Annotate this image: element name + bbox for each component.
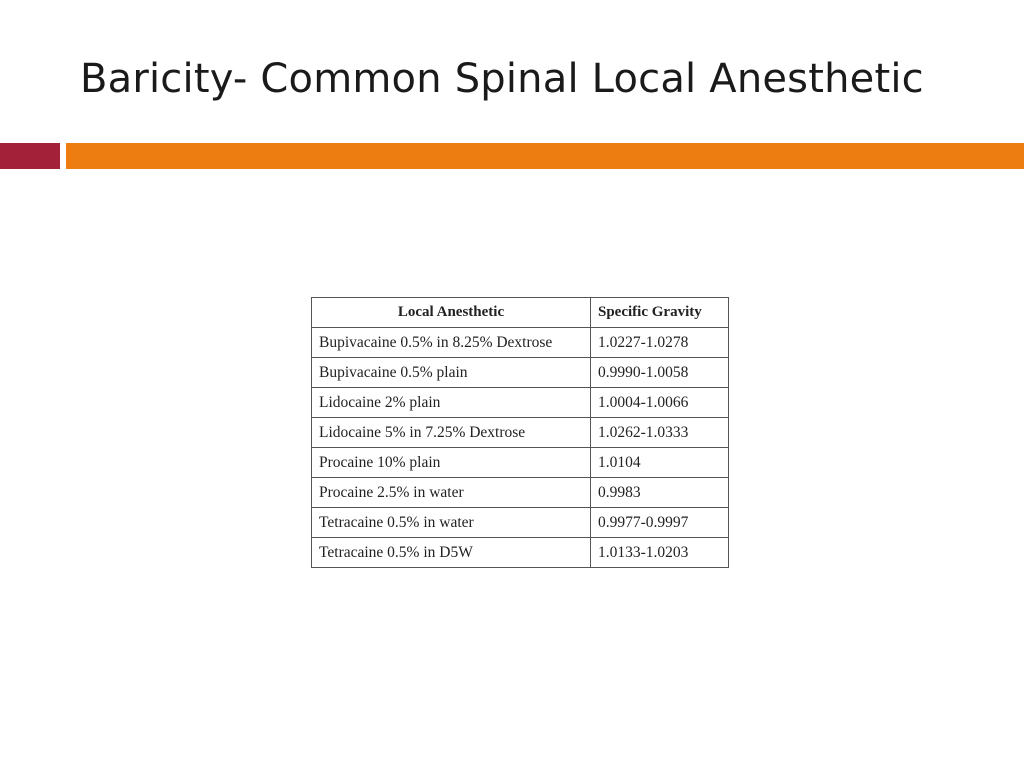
specific-gravity-cell: 0.9977-0.9997 bbox=[591, 508, 729, 538]
anesthetic-cell: Tetracaine 0.5% in water bbox=[312, 508, 591, 538]
table-header-row bbox=[312, 298, 729, 328]
table-row bbox=[312, 478, 729, 508]
specific-gravity-cell: 1.0104 bbox=[591, 448, 729, 478]
header-specific-gravity: Specific Gravity bbox=[591, 298, 729, 328]
anesthetic-cell: Tetracaine 0.5% in D5W bbox=[312, 538, 591, 568]
table-row bbox=[312, 448, 729, 478]
anesthetic-cell: Bupivacaine 0.5% plain bbox=[312, 358, 591, 388]
specific-gravity-cell: 0.9983 bbox=[591, 478, 729, 508]
specific-gravity-cell: 1.0133-1.0203 bbox=[591, 538, 729, 568]
specific-gravity-table bbox=[311, 297, 729, 568]
table-row bbox=[312, 388, 729, 418]
anesthetic-cell: Lidocaine 5% in 7.25% Dextrose bbox=[312, 418, 591, 448]
specific-gravity-table-container bbox=[311, 297, 729, 568]
title-accent-bar-right bbox=[66, 143, 1024, 169]
specific-gravity-cell: 1.0004-1.0066 bbox=[591, 388, 729, 418]
specific-gravity-cell: 1.0227-1.0278 bbox=[591, 328, 729, 358]
specific-gravity-cell: 0.9990-1.0058 bbox=[591, 358, 729, 388]
anesthetic-cell: Bupivacaine 0.5% in 8.25% Dextrose bbox=[312, 328, 591, 358]
slide-title: Baricity- Common Spinal Local Anesthetic bbox=[80, 56, 924, 102]
table-row bbox=[312, 328, 729, 358]
table-row bbox=[312, 358, 729, 388]
table-row bbox=[312, 418, 729, 448]
table-row bbox=[312, 508, 729, 538]
title-accent-bar-left bbox=[0, 143, 60, 169]
anesthetic-cell: Lidocaine 2% plain bbox=[312, 388, 591, 418]
header-local-anesthetic: Local Anesthetic bbox=[312, 298, 591, 328]
anesthetic-cell: Procaine 10% plain bbox=[312, 448, 591, 478]
anesthetic-cell: Procaine 2.5% in water bbox=[312, 478, 591, 508]
table-row bbox=[312, 538, 729, 568]
specific-gravity-cell: 1.0262-1.0333 bbox=[591, 418, 729, 448]
